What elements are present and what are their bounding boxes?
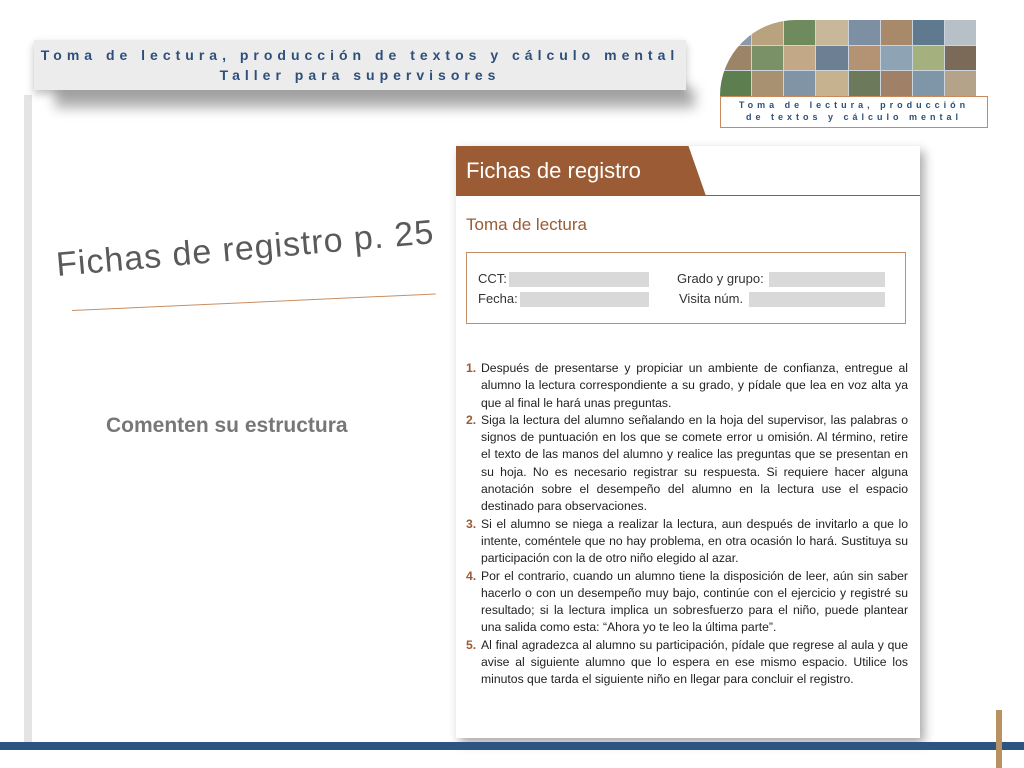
- slide-title: Fichas de registro p. 25: [54, 213, 436, 285]
- instruction-text: Por el contrario, cuando un alumno tiene la disposición de leer, aún sin saber hacerlo o con un desempeño muy bajo, continúe con el ejercicio y registré su resultado; si la lectura implica un sobresfuerzo para el niño, puede plantear una salida como esta: “Ahora yo te leo la última parte”.: [481, 568, 908, 635]
- footer-accent: [996, 710, 1002, 768]
- registration-form-box: [466, 252, 906, 324]
- instruction-number: 5.: [466, 637, 477, 652]
- instruction-item: [466, 568, 908, 637]
- logo-caption: [720, 96, 988, 128]
- document-header: [456, 146, 920, 196]
- instruction-number: 4.: [466, 568, 477, 583]
- header-line-2: Taller para supervisores: [219, 67, 501, 83]
- slide-subtitle: Comenten su estructura: [106, 414, 348, 437]
- instruction-item: [466, 360, 908, 412]
- document-heading: Fichas de registro: [466, 158, 641, 183]
- logo-caption-line-1: Toma de lectura, producción: [738, 100, 970, 110]
- instruction-number: 3.: [466, 516, 477, 531]
- left-vertical-rule: [24, 95, 32, 745]
- instruction-text: Después de presentarse y propiciar un ambiente de confianza, entregue al alumno la lectura correspondiente a su grado, y pídale que lea en voz alta ya que al final le hará unas preguntas.: [481, 361, 908, 410]
- instruction-item: [466, 516, 908, 568]
- instruction-number: 1.: [466, 361, 477, 375]
- instruction-text: Siga la lectura del alumno señalando en la hoja del supervisor, las palabras o signos de puntuación en los que se comete error u omisión. Al término, retire el texto de las manos del alumno y realice las preguntas que se presentan en su hoja. No es necesario registrar su respuesta. Si requiere hacer alguna anotación sobre el desempeño del alumno en la lectura use el espacio destinado para observaciones.: [481, 412, 908, 514]
- photo-collage: [720, 20, 976, 96]
- visit-field: [749, 292, 885, 307]
- document-header-rule: [696, 195, 920, 196]
- instruction-text: Si el alumno se niega a realizar la lectura, aun después de invitarlo a que lo intente, coméntele que no hay problema, en otra ocasión lo hará. Sustituya su participación con la de otro niño elegido al azar.: [481, 516, 908, 566]
- instruction-item: [466, 637, 908, 689]
- instruction-number: 2.: [466, 412, 477, 427]
- document-image: [456, 146, 920, 738]
- footer-bar: [0, 742, 1024, 750]
- instruction-text: Al final agradezca al alumno su participación, pídale que regrese al aula y que avise al siguiente alumno que lo espera en ese mismo espacio. Utilice los minutos que tarda el siguiente niño en llegar para concluir el registro.: [481, 637, 908, 687]
- cct-label: CCT:: [478, 271, 507, 286]
- title-underline: [72, 293, 436, 311]
- header-line-1: Toma de lectura, producción de textos y cálculo mental: [40, 47, 680, 63]
- date-label: Fecha:: [478, 291, 518, 306]
- program-logo: [716, 18, 986, 128]
- instructions-list: [466, 360, 908, 689]
- header-banner: [34, 40, 686, 90]
- date-field: [520, 292, 649, 307]
- cct-field: [509, 272, 649, 287]
- instruction-item: [466, 412, 908, 516]
- grade-field: [769, 272, 885, 287]
- banner-shadow: [55, 88, 695, 108]
- logo-caption-line-2: de textos y cálculo mental: [745, 112, 963, 122]
- visit-label: Visita núm.: [679, 291, 744, 306]
- grade-label: Grado y grupo:: [677, 271, 764, 286]
- document-section-title: Toma de lectura: [466, 215, 587, 234]
